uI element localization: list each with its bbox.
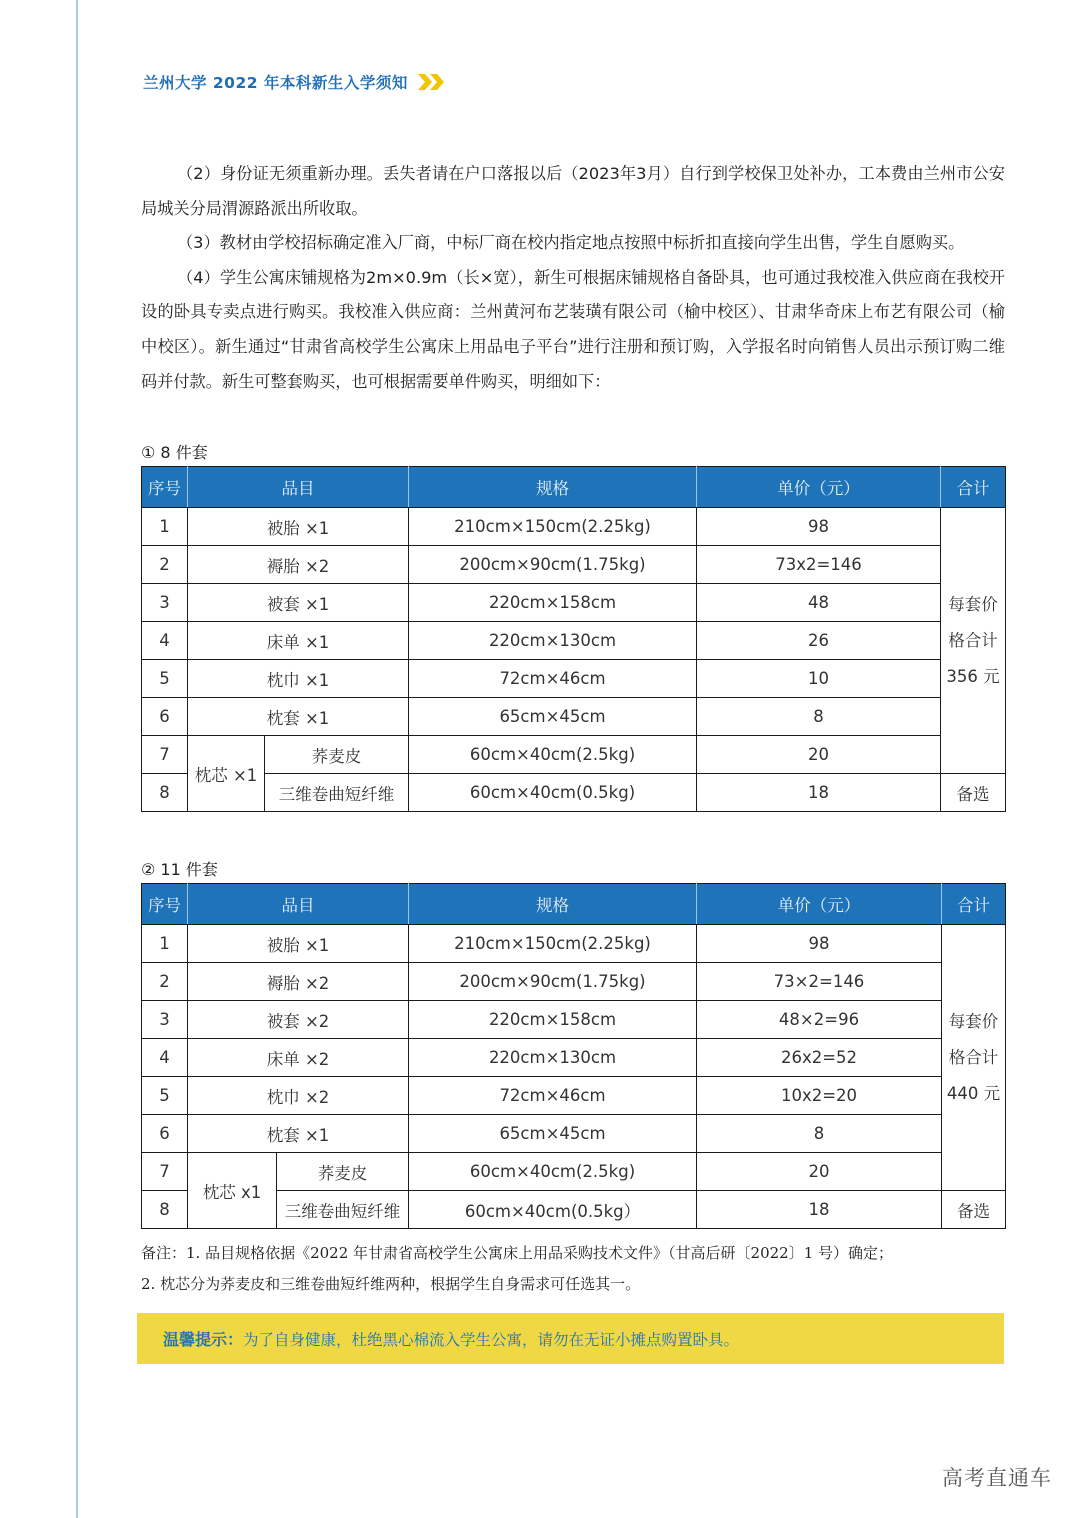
row-spec: 60cm×40cm(2.5kg)	[409, 1153, 697, 1191]
row-price: 26	[697, 622, 941, 660]
table-row	[142, 546, 1006, 584]
row-price: 20	[697, 1153, 942, 1191]
table-header-row	[142, 884, 1006, 925]
row-sub-item: 三维卷曲短纤维	[265, 774, 409, 812]
table-row	[142, 660, 1006, 698]
table-row	[142, 736, 1006, 774]
header-item: 品目	[188, 884, 409, 925]
optional-cell: 备选	[942, 1191, 1006, 1229]
table-row	[142, 1077, 1006, 1115]
row-no: 7	[142, 1153, 188, 1191]
row-no: 8	[142, 774, 188, 812]
table-row	[142, 1039, 1006, 1077]
table-row	[142, 925, 1006, 963]
row-price: 18	[697, 774, 941, 812]
optional-cell: 备选	[941, 774, 1006, 812]
notes	[141, 1238, 1021, 1300]
row-item: 枕套 ×1	[188, 698, 409, 736]
set-total-cell	[941, 508, 1006, 774]
page-header	[143, 70, 446, 94]
row-price: 48×2=96	[697, 1001, 942, 1039]
header-total: 合计	[942, 884, 1006, 925]
row-item: 枕套 ×1	[188, 1115, 409, 1153]
row-item: 被胎 ×1	[188, 925, 409, 963]
table-row	[142, 508, 1006, 546]
row-spec: 210cm×150cm(2.25kg)	[409, 925, 697, 963]
pillow-group-cell: 枕芯 x1	[188, 1153, 277, 1229]
row-spec: 220cm×158cm	[409, 584, 697, 622]
row-price: 98	[697, 925, 942, 963]
total-line: 每套价	[948, 594, 998, 614]
row-no: 5	[142, 1077, 188, 1115]
tip-text: 为了自身健康，杜绝黑心棉流入学生公寓，请勿在无证小摊点购置卧具。	[243, 1330, 740, 1349]
row-spec: 60cm×40cm(2.5kg)	[409, 736, 697, 774]
total-line: 356 元	[946, 666, 1000, 686]
row-spec: 72cm×46cm	[409, 1077, 697, 1115]
row-spec: 200cm×90cm(1.75kg)	[409, 963, 697, 1001]
table-header-row	[142, 467, 1006, 508]
row-spec: 72cm×46cm	[409, 660, 697, 698]
header-item: 品目	[188, 467, 409, 508]
row-no: 1	[142, 925, 188, 963]
header-spec: 规格	[409, 467, 697, 508]
row-item: 被胎 ×1	[188, 508, 409, 546]
table2-label: ② 11 件套	[141, 860, 218, 879]
row-spec: 220cm×130cm	[409, 622, 697, 660]
row-spec: 65cm×45cm	[409, 698, 697, 736]
header-no: 序号	[142, 884, 188, 925]
note-line: 2. 枕芯分为荞麦皮和三维卷曲短纤维两种，根据学生自身需求可任选其一。	[141, 1275, 641, 1293]
row-item: 枕巾 ×1	[188, 660, 409, 698]
total-line: 格合计	[948, 630, 998, 650]
row-price: 73×2=146	[697, 963, 942, 1001]
total-line: 440 元	[946, 1083, 1001, 1103]
row-no: 8	[142, 1191, 188, 1229]
row-no: 2	[142, 963, 188, 1001]
row-sub-item: 三维卷曲短纤维	[277, 1191, 409, 1229]
row-no: 3	[142, 584, 188, 622]
table-row	[142, 774, 1006, 812]
tip-label: 温馨提示：	[163, 1330, 244, 1349]
row-item: 枕巾 ×2	[188, 1077, 409, 1115]
row-spec: 200cm×90cm(1.75kg)	[409, 546, 697, 584]
row-no: 1	[142, 508, 188, 546]
table-11-piece-set	[141, 883, 1006, 1229]
row-item: 床单 ×1	[188, 622, 409, 660]
paragraph-textbooks: （3）教材由学校招标确定准入厂商，中标厂商在校内指定地点按照中标折扣直接向学生出售，学生自愿购买。	[177, 233, 965, 253]
table-row	[142, 584, 1006, 622]
row-sub-item: 荞麦皮	[265, 736, 409, 774]
left-margin-line	[76, 0, 78, 1518]
table-row	[142, 1115, 1006, 1153]
row-price: 73x2=146	[697, 546, 941, 584]
note-line: 备注：1. 品目规格依据《2022 年甘肃省高校学生公寓床上用品采购技术文件》（甘高后研〔2022〕1 号）确定；	[141, 1244, 894, 1262]
row-no: 4	[142, 1039, 188, 1077]
row-price: 10x2=20	[697, 1077, 942, 1115]
warm-tip-box	[137, 1313, 1004, 1364]
row-spec: 65cm×45cm	[409, 1115, 697, 1153]
row-price: 20	[697, 736, 941, 774]
row-spec: 210cm×150cm(2.25kg)	[409, 508, 697, 546]
row-no: 5	[142, 660, 188, 698]
row-price: 18	[697, 1191, 942, 1229]
pillow-group-cell: 枕芯 ×1	[188, 736, 265, 812]
table-row	[142, 963, 1006, 1001]
header-price: 单价（元）	[697, 884, 942, 925]
table-8-piece-set	[141, 466, 1006, 812]
row-item: 被套 ×1	[188, 584, 409, 622]
row-item: 床单 ×2	[188, 1039, 409, 1077]
row-no: 4	[142, 622, 188, 660]
row-price: 8	[697, 1115, 942, 1153]
total-line: 每套价	[948, 1011, 999, 1031]
header-no: 序号	[142, 467, 188, 508]
row-price: 26x2=52	[697, 1039, 942, 1077]
row-no: 6	[142, 698, 188, 736]
table-row	[142, 1153, 1006, 1191]
row-spec: 60cm×40cm(0.5kg)	[409, 774, 697, 812]
row-no: 2	[142, 546, 188, 584]
body-text	[141, 157, 1005, 399]
table-row	[142, 622, 1006, 660]
row-item: 褥胎 ×2	[188, 963, 409, 1001]
double-chevron-icon	[418, 74, 446, 90]
row-spec: 60cm×40cm(0.5kg）	[409, 1191, 697, 1229]
row-no: 3	[142, 1001, 188, 1039]
set-total-cell	[942, 925, 1006, 1191]
header-spec: 规格	[409, 884, 697, 925]
header-total: 合计	[941, 467, 1006, 508]
table-row	[142, 1001, 1006, 1039]
row-no: 6	[142, 1115, 188, 1153]
table-row	[142, 698, 1006, 736]
row-spec: 220cm×158cm	[409, 1001, 697, 1039]
paragraph-bedding: （4）学生公寓床铺规格为2m×0.9m（长×宽），新生可根据床铺规格自备卧具，也可通过我校准入供应商在我校开设的卧具专卖点进行购买。我校准入供应商：兰州黄河布艺装璜有限公司（榆中校区）、甘肃华奇床上布艺有限公司（榆中校区）。新生通过“甘肃省高校学生公寓床上用品电子平台”进行注册和预订购，入学报名时向销售人员出示预订购二维码并付款。新生可整套购买，也可根据需要单件购买，明细如下：	[141, 267, 1005, 391]
row-item: 被套 ×2	[188, 1001, 409, 1039]
row-sub-item: 荞麦皮	[277, 1153, 409, 1191]
row-spec: 220cm×130cm	[409, 1039, 697, 1077]
row-price: 10	[697, 660, 941, 698]
row-price: 98	[697, 508, 941, 546]
table1-label: ① 8 件套	[141, 443, 208, 462]
total-line: 格合计	[948, 1047, 999, 1067]
row-price: 48	[697, 584, 941, 622]
header-title: 兰州大学 2022 年本科新生入学须知	[143, 74, 408, 92]
row-price: 8	[697, 698, 941, 736]
row-item: 褥胎 ×2	[188, 546, 409, 584]
watermark: 高考直通车	[942, 1466, 1052, 1490]
row-no: 7	[142, 736, 188, 774]
paragraph-id-card: （2）身份证无须重新办理。丢失者请在户口落报以后（2023年3月）自行到学校保卫处补办，工本费由兰州市公安局城关分局渭源路派出所收取。	[141, 164, 1005, 218]
header-price: 单价（元）	[697, 467, 941, 508]
